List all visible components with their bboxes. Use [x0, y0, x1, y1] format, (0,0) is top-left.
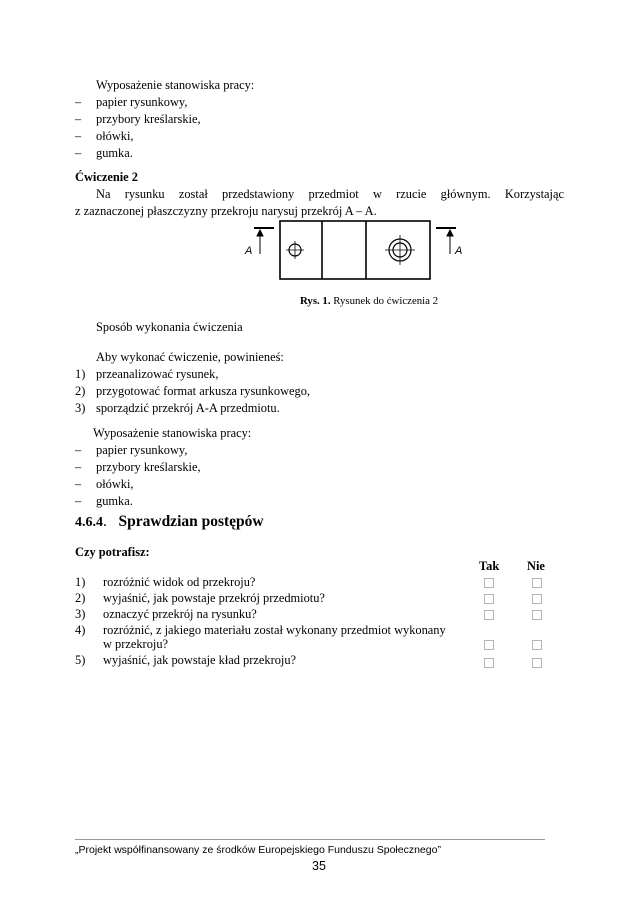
section-label-left: A	[245, 245, 253, 257]
list-marker: –	[75, 95, 82, 109]
list-item: gumka.	[96, 494, 133, 508]
step-text: przygotować format arkusza rysunkowego,	[96, 384, 311, 398]
figure-caption	[300, 293, 438, 310]
arrow-left-head	[257, 230, 263, 236]
list-marker: –	[75, 494, 82, 508]
list-item: gumka.	[96, 146, 133, 160]
equipment-heading-bottom: Wyposażenie stanowiska pracy:	[93, 426, 252, 440]
list-marker: –	[75, 146, 82, 160]
method-heading: Sposób wykonania ćwiczenia	[96, 320, 243, 334]
list-item: ołówki,	[96, 477, 134, 491]
section-heading	[75, 513, 264, 531]
page-number: 35	[312, 859, 326, 873]
section-title: Sprawdzian postępów	[118, 513, 264, 530]
list-item: papier rysunkowy,	[96, 95, 188, 109]
column-yes: Tak	[479, 559, 500, 573]
list-marker: –	[75, 443, 82, 457]
list-item: papier rysunkowy,	[96, 443, 188, 457]
checkbox-yes[interactable]	[484, 578, 494, 588]
list-item: ołówki,	[96, 129, 134, 143]
checkbox-no[interactable]	[532, 578, 542, 588]
list-marker: –	[75, 477, 82, 491]
question-text: oznaczyć przekrój na rysunku?	[103, 607, 257, 621]
question-text: wyjaśnić, jak powstaje kład przekroju?	[103, 653, 297, 667]
exercise-title: Ćwiczenie 2	[75, 170, 138, 184]
column-no: Nie	[527, 559, 545, 573]
arrow-right-head	[447, 230, 453, 236]
method-intro: Aby wykonać ćwiczenie, powinieneś:	[96, 350, 284, 364]
step-text: przeanalizować rysunek,	[96, 367, 219, 381]
list-marker: –	[75, 460, 82, 474]
checkbox-yes[interactable]	[484, 640, 494, 650]
checkbox-no[interactable]	[532, 658, 542, 668]
question-number: 1)	[75, 575, 86, 589]
technical-drawing	[240, 218, 470, 288]
caption-text: Rysunek do ćwiczenia 2	[330, 295, 439, 307]
list-marker: –	[75, 129, 82, 143]
checkbox-yes[interactable]	[484, 594, 494, 604]
question-number: 4)	[75, 623, 86, 637]
question-text: rozróżnić, z jakiego materiału został wykonany przedmiot wykonany	[103, 623, 446, 637]
question-header: Czy potrafisz:	[75, 545, 150, 559]
checkbox-no[interactable]	[532, 610, 542, 620]
question-number: 5)	[75, 653, 86, 667]
exercise-paragraph-line1: Na rysunku został przedstawiony przedmiot w rzucie głównym. Korzystając	[96, 187, 564, 201]
equipment-heading-top: Wyposażenie stanowiska pracy:	[96, 78, 255, 92]
question-text-continued: w przekroju?	[103, 637, 169, 651]
question-number: 3)	[75, 607, 86, 621]
section-number-separator: .	[103, 513, 107, 530]
footer-divider	[75, 839, 545, 840]
step-number: 1)	[75, 367, 86, 381]
step-number: 3)	[75, 401, 86, 415]
question-number: 2)	[75, 591, 86, 605]
section-label-right: A	[455, 245, 463, 257]
section-number: 4.6.4	[75, 515, 103, 530]
footer-text: „Projekt współfinansowany ze środków Europejskiego Funduszu Społecznego”	[75, 844, 441, 856]
list-marker: –	[75, 112, 82, 126]
list-item: przybory kreślarskie,	[96, 460, 201, 474]
checkbox-no[interactable]	[532, 594, 542, 604]
checkbox-yes[interactable]	[484, 658, 494, 668]
question-text: rozróżnić widok od przekroju?	[103, 575, 256, 589]
checkbox-yes[interactable]	[484, 610, 494, 620]
exercise-paragraph-line2: z zaznaczonej płaszczyzny przekroju narysuj przekrój A – A.	[75, 204, 377, 218]
checkbox-no[interactable]	[532, 640, 542, 650]
question-text: wyjaśnić, jak powstaje przekrój przedmiotu?	[103, 591, 325, 605]
step-number: 2)	[75, 384, 86, 398]
list-item: przybory kreślarskie,	[96, 112, 201, 126]
caption-label: Rys. 1.	[300, 295, 331, 307]
step-text: sporządzić przekrój A-A przedmiotu.	[96, 401, 280, 415]
